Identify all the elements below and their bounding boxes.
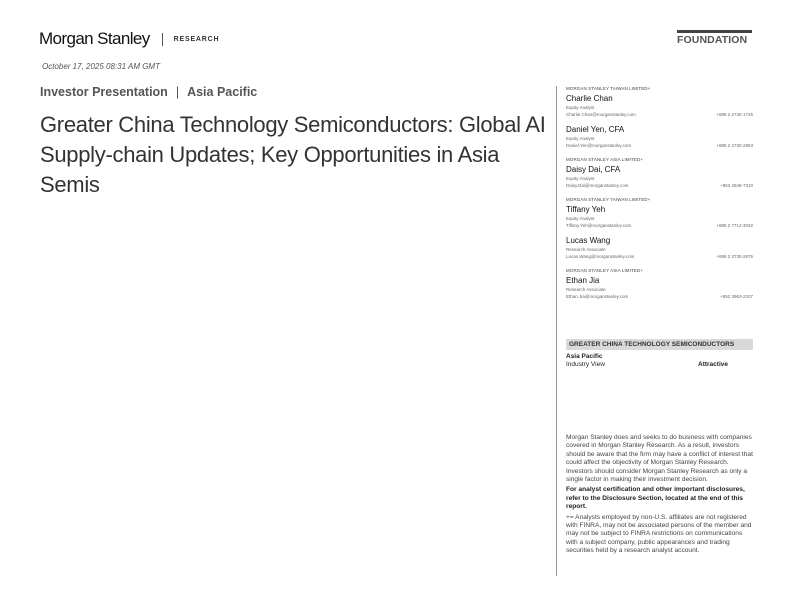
column-divider — [556, 86, 557, 576]
analyst-phone: +886 2 2730-2875 — [716, 254, 753, 259]
analyst-contact — [566, 182, 753, 190]
analyst-entity: MORGAN STANLEY ASIA LIMITED+ — [566, 157, 644, 162]
sector-heading: GREATER CHINA TECHNOLOGY SEMICONDUCTORS — [566, 339, 753, 350]
disclosure-footnote: += Analysts employed by non-U.S. affiliates are not registered with FINRA, may not be associated persons of the member and may not be subject to FINRA restrictions on communications with a subject company, public appearances and trading securities held by a research analyst account. — [566, 513, 752, 555]
analyst-name: Daniel Yen, CFA — [566, 125, 625, 134]
document-region: Asia Pacific — [187, 85, 258, 99]
analyst-role: Equity Analyst — [566, 176, 595, 181]
industry-view-row — [566, 361, 753, 368]
analyst-phone: +886 2 2730-1725 — [716, 112, 753, 117]
analyst-email-link[interactable]: Daniel.Yen@morganstanley.com — [566, 143, 632, 148]
analyst-email-link[interactable]: Lucas.Wang@morganstanley.com — [566, 254, 635, 259]
analyst-list — [566, 86, 753, 301]
brand-header — [39, 29, 219, 49]
industry-view-box — [566, 339, 753, 368]
analyst-role: Research Associate — [566, 287, 606, 292]
sector-region: Asia Pacific — [566, 353, 603, 360]
document-kind: Investor Presentation — [40, 85, 168, 99]
publication-date: October 17, 2025 08:31 AM GMT — [42, 62, 160, 71]
brand-divider — [162, 33, 163, 46]
analyst-email-link[interactable]: Charlie.Chan@morganstanley.com — [566, 112, 636, 117]
analyst-phone: +886 2 2730-2863 — [716, 143, 753, 148]
analyst-name: Lucas Wang — [566, 236, 611, 245]
analyst-email-link[interactable]: Ethan.Jia@morganstanley.com — [566, 294, 629, 299]
analyst-email-link[interactable]: Daisy.Dai@morganstanley.com — [566, 183, 629, 188]
analyst-role: Research Associate — [566, 247, 606, 252]
analyst-contact — [566, 222, 753, 230]
document-type — [40, 85, 257, 99]
analyst-contact — [566, 293, 753, 301]
disclosure-certification: For analyst certification and other important disclosures, refer to the Disclosure Section, located at the end of this report. — [566, 486, 745, 511]
analyst-email-link[interactable]: Tiffany.Yeh@morganstanley.com — [566, 223, 632, 228]
analyst-phone: +852 2848-7310 — [720, 183, 753, 188]
document-type-separator: | — [175, 85, 180, 99]
analyst-name: Tiffany Yeh — [566, 205, 606, 214]
industry-view-value: Attractive — [698, 361, 728, 368]
analyst-role: Equity Analyst — [566, 105, 595, 110]
analyst-name: Ethan Jia — [566, 276, 600, 285]
disclosure-block — [566, 434, 753, 556]
analyst-name: Daisy Dai, CFA — [566, 165, 621, 174]
analyst-phone: +886 2 7712-3032 — [716, 223, 753, 228]
industry-view-label: Industry View — [566, 361, 605, 368]
disclosure-intro: Morgan Stanley does and seeks to do business with companies covered in Morgan Stanley Research. As a result, investors should be aware that the firm may have a conflict of interest that could affect the objectivity of Morgan Stanley Research. Investors should consider Morgan Stanley Research as only a single factor in making their investment decision. — [566, 434, 753, 484]
analyst-phone: +852 3963-2207 — [720, 294, 753, 299]
analyst-contact — [566, 142, 753, 150]
analyst-role: Equity Analyst — [566, 136, 595, 141]
section-label: RESEARCH — [173, 35, 220, 43]
analyst-role: Equity Analyst — [566, 216, 595, 221]
analyst-name: Charlie Chan — [566, 94, 613, 103]
series-tag: FOUNDATION — [677, 30, 752, 46]
analyst-entity: MORGAN STANLEY TAIWAN LIMITED+ — [566, 197, 651, 202]
report-title: Greater China Technology Semiconductors: Global AI Supply-chain Updates; Key Opportunities in Asia Semis — [40, 112, 546, 197]
analyst-contact — [566, 253, 753, 261]
analyst-entity: MORGAN STANLEY TAIWAN LIMITED+ — [566, 86, 651, 91]
brand-logo: Morgan Stanley — [39, 29, 150, 48]
analyst-entity: MORGAN STANLEY ASIA LIMITED+ — [566, 268, 644, 273]
analyst-contact — [566, 111, 753, 119]
